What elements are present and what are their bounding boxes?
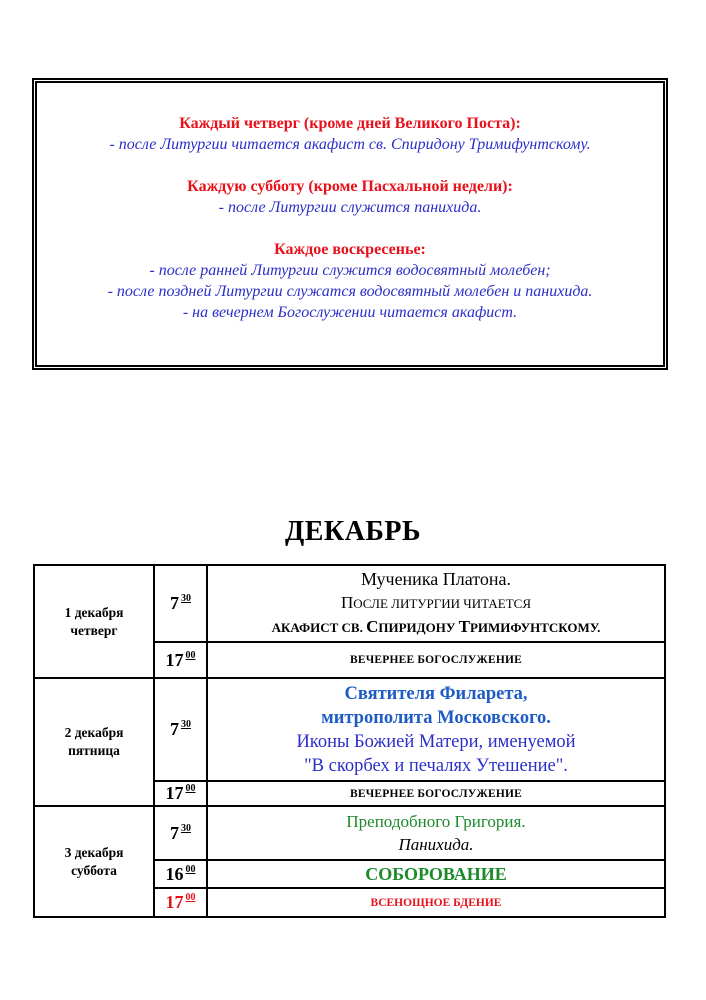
saturday-heading: Каждую субботу (кроме Пасхальной недели): [187,178,513,195]
weekday-label: суббота [71,862,117,878]
date-cell [34,806,154,917]
time-hour: 17 [165,783,184,803]
time-cell [154,565,207,642]
service-line: Панихида. [398,835,474,854]
time-hour: 7 [170,719,179,739]
time-minutes: 30 [181,822,191,834]
schedule-table [33,564,666,918]
date-label: 3 декабря [64,844,124,860]
time-minutes: 30 [181,593,191,604]
table-row [34,806,665,860]
saturday-note: - после Литургии служится панихида. [218,199,482,216]
service-line: Святителя Филарета, [344,683,528,704]
time-minutes: 00 [185,863,196,875]
time-cell [154,806,207,860]
time-cell [154,888,207,917]
sunday-note-3: - на вечернем Богослужении читается акафист. [182,304,518,321]
service-cell: ВЕЧЕРНЕЕ БОГОСЛУЖЕНИЕ [207,642,665,678]
time-cell [154,781,207,806]
time-minutes: 00 [185,649,196,661]
date-label: 2 декабря [64,725,124,740]
weekday-label: пятница [68,743,120,758]
time-cell [154,860,207,888]
service-cell [207,565,665,642]
time-hour: 7 [170,822,179,843]
service-line: ПОСЛЕ ЛИТУРГИИ ЧИТАЕТСЯ [340,593,532,612]
month-title: ДЕКАБРЬ [284,516,422,547]
sunday-note-1: - после ранней Литургии служится водосвятный молебен; [149,262,551,279]
sunday-heading: Каждое воскресенье: [274,241,426,258]
service-line: Преподобного Григория. [346,812,526,831]
time-hour: 17 [165,649,184,670]
thursday-heading: Каждый четверг (кроме дней Великого Поста): [179,115,521,132]
time-hour: 7 [170,593,179,613]
time-cell [154,642,207,678]
service-cell [207,806,665,860]
service-line: АКАФИСТ СВ. СПИРИДОНУ ТРИМИФУНТСКОМУ. [271,617,601,636]
time-minutes: 00 [185,892,196,903]
time-hour: 17 [165,892,184,912]
time-hour: 16 [165,863,184,884]
service-cell [207,678,665,781]
time-minutes: 00 [185,783,196,794]
service-cell: ВЕЧЕРНЕЕ БОГОСЛУЖЕНИЕ [207,781,665,806]
notice-box [32,78,668,370]
service-line: Иконы Божией Матери, именуемой [296,731,576,752]
date-cell [34,565,154,678]
service-cell: СОБОРОВАНИЕ [207,860,665,888]
date-cell [34,678,154,806]
service-line: "В скорбех и печалях Утешение". [304,755,568,776]
time-cell [154,678,207,781]
time-minutes: 30 [181,719,191,730]
thursday-note: - после Литургии читается акафист св. Спиридону Тримифунтскому. [109,136,591,153]
sunday-note-2: - после поздней Литургии служатся водосвятный молебен и панихида. [107,283,593,300]
weekday-label: четверг [70,622,118,638]
service-cell: ВСЕНОЩНОЕ БДЕНИЕ [207,888,665,917]
service-line: митрополита Московского. [321,707,551,728]
service-line: Мученика Платона. [360,569,512,589]
date-label: 1 декабря [64,604,124,620]
table-row [34,678,665,781]
table-row [34,565,665,642]
